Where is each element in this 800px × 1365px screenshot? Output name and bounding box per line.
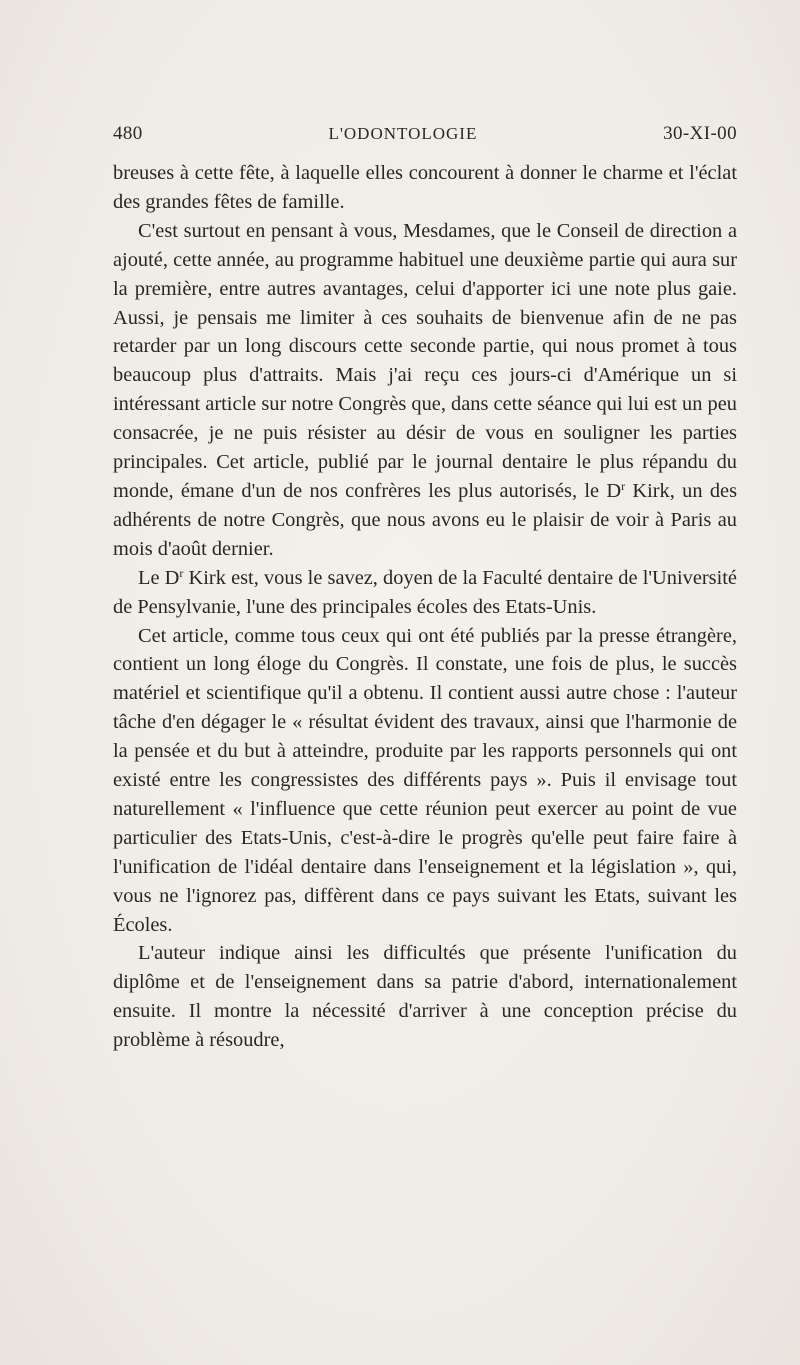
page-number: 480 (113, 123, 143, 144)
running-head (113, 123, 737, 153)
book-page (113, 123, 737, 1055)
paragraph-text: Kirk est, vous le savez, doyen de la Faculté dentaire de l'Université de Pensylvanie, l'une des principales écoles des Etats-Unis. (113, 566, 737, 618)
paragraph-text: C'est surtout en pensant à vous, Mesdames, que le Conseil de direction a ajouté, cette année, au programme habituel une deuxième partie qui aura sur la première, entre autres avantages, celui d'apporter ici une note plus gaie. Aussi, je pensais me limiter à ces souhaits de bienvenue afin de ne pas retarder par un long discours cette seconde partie, qui nous promet à tous beaucoup plus d'attraits. Mais j'ai reçu ces jours-ci d'Amérique un si intéressant article sur notre Congrès que, dans cette séance qui lui est un peu consacrée, je ne puis résister au désir de vous en souligner les parties principales. Cet article, publié par le journal dentaire le plus répandu du monde, émane d'un de nos confrères les plus autorisés, le D (113, 219, 737, 502)
journal-title: L'ODONTOLOGIE (328, 124, 478, 143)
paragraph: breuses à cette fête, à laquelle elles concourent à donner le charme et l'éclat des grandes fêtes de famille. (113, 162, 737, 213)
superscript: r (179, 565, 184, 580)
superscript: r (621, 478, 626, 493)
body-text (113, 159, 737, 1055)
issue-date: 30-XI-00 (663, 123, 737, 144)
paragraph: Cet article, comme tous ceux qui ont été publiés par la presse étrangère, contient un long éloge du Congrès. Il constate, une fois de plus, le succès matériel et scientifique qu'il a obtenu. Il contient aussi autre chose : l'auteur tâche d'en dégager le « résultat évident des travaux, ainsi que l'harmonie de la pensée et du but à atteindre, produite par les rapports personnels qui ont existé entre les congressistes des différents pays ». Puis il envisage tout naturellement « l'influence que cette réunion peut exercer au point de vue particulier des Etats-Unis, c'est-à-dire le progrès qu'elle peut faire faire à l'unification de l'idéal dentaire dans l'enseignement et la législation », qui, vous ne l'ignorez pas, diffèrent dans ce pays suivant les Etats, suivant les Écoles. (113, 624, 737, 936)
paragraph (113, 217, 737, 564)
paragraph (113, 564, 737, 622)
paragraph: L'auteur indique ainsi les difficultés que présente l'unification du diplôme et de l'enseignement dans sa patrie d'abord, internationalement ensuite. Il montre la nécessité d'arriver à une conception précise du problème à résoudre, (113, 942, 737, 1052)
paragraph-text: Kirk, un des adhérents de notre Congrès, que nous avons eu le plaisir de voir à Paris au mois d'août dernier. (113, 479, 738, 560)
paragraph-text: Le D (138, 566, 180, 589)
